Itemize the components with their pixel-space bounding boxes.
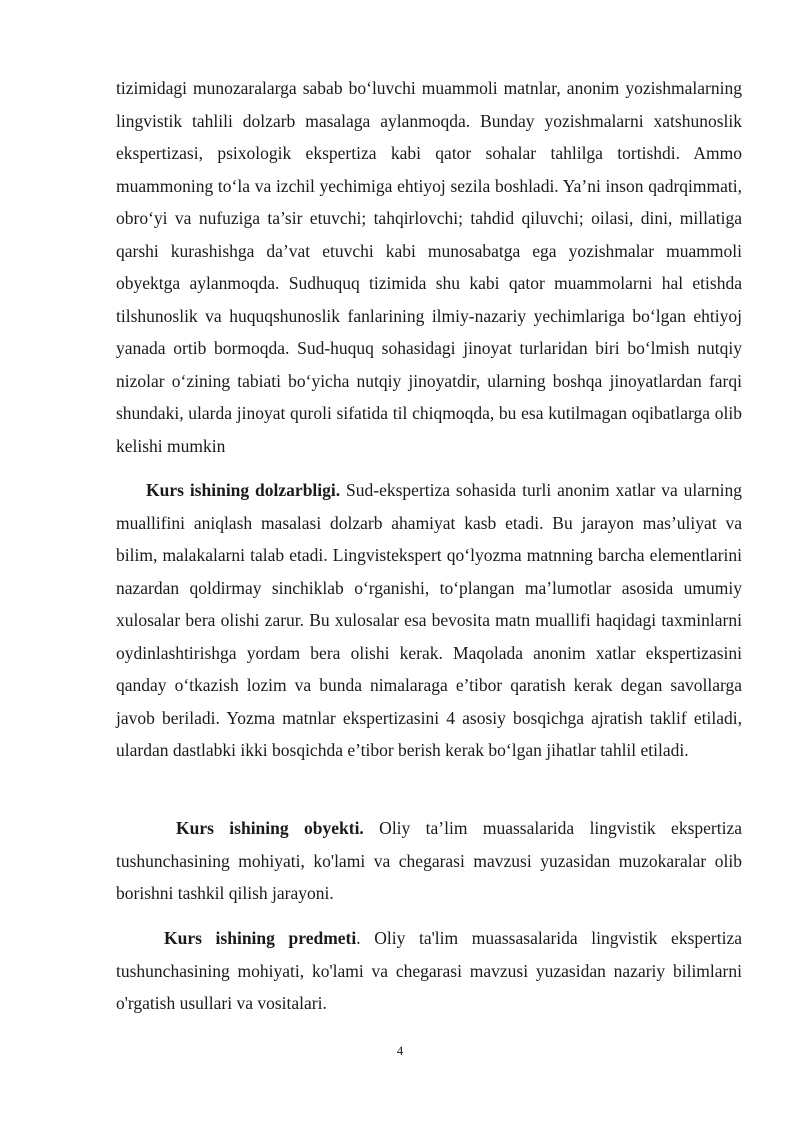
object-heading: Kurs ishining obyekti. — [176, 818, 364, 838]
object-body: Oliy ta’lim muassalarida lingvistik ekspertiza tushunchasining mohiyati, ko'lami va chegarasi mavzusi yuzasidan muzokaralar olib borishni tashkil qilish jarayoni. — [116, 818, 742, 903]
object-paragraph — [116, 812, 742, 910]
relevance-paragraph — [116, 474, 742, 767]
subject-body: . Oliy ta'lim muassasalarida lingvistik ekspertiza tushunchasining mohiyati, ko'lami va chegarasi mavzusi yuzasidan nazariy bilimlarni o'rgatish usullari va vositalari. — [116, 928, 742, 1013]
intro-paragraph: tizimidagi munozaralarga sabab bo‘luvchi muammoli matnlar, anonim yozishmalarning lingvistik tahlili dolzarb masalaga aylanmoqda. Bunday yozishmalarni xatshunoslik ekspertizasi, psixologik ekspertiza kabi qator sohalar tahlilga tortishdi. Ammo muammoning to‘la va izchil yechimiga ehtiyoj sezila boshladi. Ya’ni inson qadrqimmati, obro‘yi va nufuziga ta’sir etuvchi; tahqirlovchi; tahdid qiluvchi; oilasi, dini, millatiga qarshi kurashishga da’vat etuvchi kabi munosabatga ega yozishmalar muammoli obyektga aylanmoqda. Sudhuquq tizimida shu kabi qator muammolarni hal etishda tilshunoslik va huquqshunoslik fanlarining ilmiy-nazariy yechimlariga bo‘lgan ehtiyoj yanada ortib bormoqda. Sud-huquq sohasidagi jinoyat turlaridan biri bo‘lmish nutqiy nizolar o‘zining tabiati bo‘yicha nutqiy jinoyatdir, ularning boshqa jinoyatlardan farqi shundaki, ularda jinoyat quroli sifatida til chiqmoqda, bu esa kutilmagan oqibatlarga olib kelishi mumkin — [116, 78, 742, 456]
page-number: 4 — [396, 1043, 404, 1058]
relevance-body: Sud-ekspertiza sohasida turli anonim xatlar va ularning muallifini aniqlash masalasi dolzarb ahamiyat kasb etadi. Bu jarayon mas’uliyat va bilim, malakalarni talab etadi. Lingvistekspert qo‘lyozma matnning barcha elementlarini nazardan qoldirmay sinchiklab o‘rganishi, to‘plangan ma’lumotlar asosida umumiy xulosalar bera olishi zarur. Bu xulosalar esa bevosita matn muallifi haqidagi taxminlarni oydinlashtirishga yordam bera olishi kerak. Maqolada anonim xatlar ekspertizasini qanday o‘tkazish lozim va bunda nimalaraga e’tibor qaratish kerak degan savollarga javob beriladi. Yozma matnlar ekspertizasini 4 asosiy bosqichga ajratish taklif etiladi, ulardan dastlabki ikki bosqichda e’tibor berish kerak bo‘lgan jihatlar tahlil etiladi. — [116, 480, 742, 760]
subject-paragraph — [116, 922, 742, 1020]
subject-heading: Kurs ishining predmeti — [164, 928, 357, 948]
relevance-heading: Kurs ishining dolzarbligi. — [146, 480, 341, 500]
